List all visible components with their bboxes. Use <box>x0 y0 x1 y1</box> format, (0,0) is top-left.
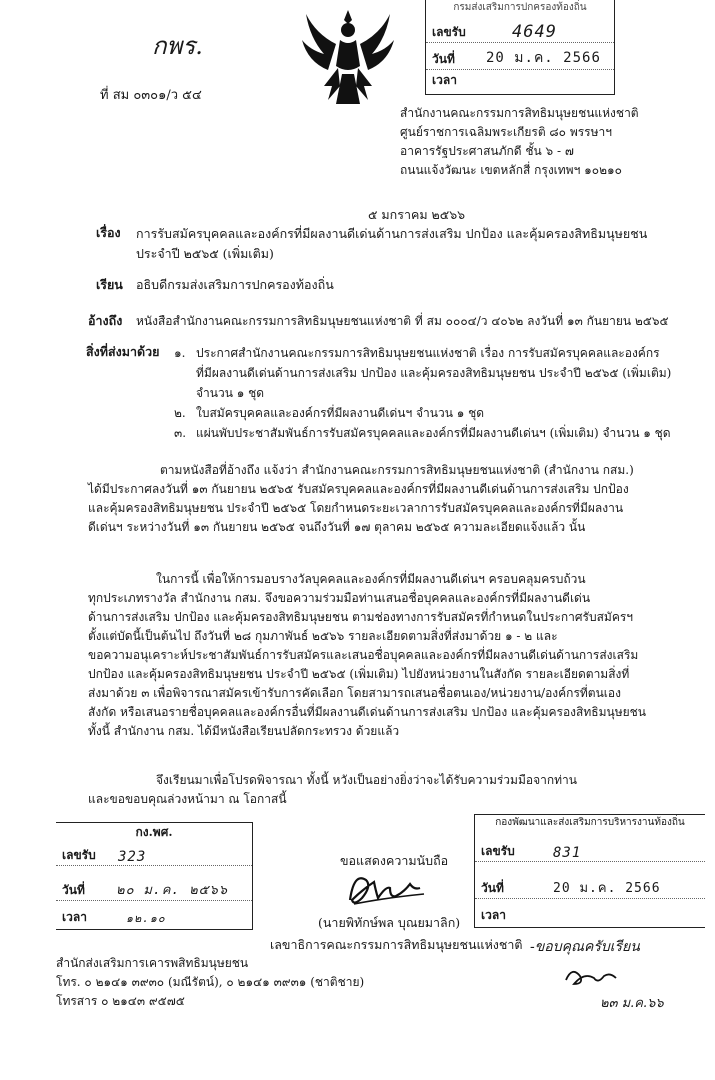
footer-fax: โทรสาร ๐ ๒๑๔๓ ๙๕๗๕ <box>56 994 185 1006</box>
received-date: 20 ม.ค. 2566 <box>486 50 601 66</box>
signer-name: (นายพิทักษ์พล บุณยมาลิก) <box>318 915 461 930</box>
footer-office: สำนักส่งเสริมการเคารพสิทธิมนุษยชน <box>56 956 249 970</box>
right-received-date: 20 ม.ค. 2566 <box>553 881 661 896</box>
document-number: ที่ สม ๐๓๐๑/ว ๕๔ <box>100 88 202 103</box>
left-received-date: ๒๐ ม.ค. ๒๕๖๖ <box>116 883 228 898</box>
footer-phone: โทร. ๐ ๒๑๔๑ ๓๙๓๐ (มณีรัตน์), ๐ ๒๑๔๑ ๓๙๓๑ (ชาติชาย) <box>56 975 365 989</box>
receipt-stamp-top: กรมส่งเสริมการปกครองท้องถิ่น เลขรับ 4649 วันที่ 20 ม.ค. 2566 เวลา <box>425 0 615 95</box>
to-label: เรียน <box>96 277 123 292</box>
paragraph-1: ตามหนังสือที่อ้างถึง แจ้งว่า สำนักงานคณะกรรมการสิทธิมนุษยชนแห่งชาติ (สำนักงาน กสม.) ได้มีประกาศลงวันที่ ๑๓ กันยายน ๒๕๖๕ รับสมัครบุคคลและองค์กรที่มีผลงานดีเด่นด้านการส่งเสริม ปกป้อง และคุ้มครองสิทธิมนุษยชน ประจำปี ๒๕๖๕ โดยกำหนดระยะเวลาการรับสมัครบุคคลและองค์กรที่มีผลงาน ดีเด่นฯ ระหว่างวันที่ ๑๓ กันยายน ๒๕๖๕ จนถึงวันที่ ๑๗ ตุลาคม ๒๕๖๕ ความละเอียดแจ้งแล้ว นั้น <box>88 463 634 534</box>
enclosure-label: สิ่งที่ส่งมาด้วย <box>86 344 160 359</box>
paragraph-2: ในการนี้ เพื่อให้การมอบรางวัลบุคคลและองค์กรที่มีผลงานดีเด่นฯ ครอบคลุมครบถ้วน ทุกประเภทรางวัล สำนักงาน กสม. จึงขอความร่วมมือท่านเสนอชื่อบุคคลและองค์กรที่มีผลงานดีเด่น ด้านการส่งเสริม ปกป้อง และคุ้มครองสิทธิมนุษยชน ตามช่องทางการรับสมัครที่กำหนดในประกาศรับสมัครฯ ตั้งแต่บัดนี้เป็นต้นไป ถึงวันที่ ๒๘ กุมภาพันธ์ ๒๕๖๖ รายละเอียดตามสิ่งที่ส่งมาด้วย ๑ - ๒ และ ขอความอนุเคราะห์ประชาสัมพันธ์การรับสมัครและเสนอชื่อบุคคลและองค์กรที่มีผลงานดีเด่นด้านการส่งเสริม ปกป้อง และคุ้มครองสิทธิมนุษยชน ประจำปี ๒๕๖๕ (เพิ่มเติม) ไปยังหน่วยงานในสังกัด รายละเอียดตามสิ่งที่ ส่งมาด้วย ๓ เพื่อพิจารณาสมัครเข้ารับการคัดเลือก โดยสามารถเสนอชื่อตนเอง/หน่วยงาน/องค์กรที่ตนเอง สังกัด หรือเสนอรายชื่อบุคคลและองค์กรอื่นที่มีผลงานดีเด่นด้านการส่งเสริม ปกป้อง และคุ้มครองสิทธิมนุษยชน ทั้งนี้ สำนักงาน กสม. ได้มีหนังสือเรียนปลัดกระทรวง ด้วยแล้ว <box>88 572 647 738</box>
recipient: อธิบดีกรมส่งเสริมการปกครองท้องถิ่น <box>136 277 334 292</box>
handwritten-date: ๒๓ ม.ค.๖๖ <box>600 996 664 1011</box>
receipt-stamp-left: กง.พศ. เลขรับ 323 วันที่ ๒๐ ม.ค. ๒๕๖๖ เวลา ๑๒.๑๐ <box>56 822 253 930</box>
left-received-time: ๑๒.๑๐ <box>126 912 166 925</box>
garuda-emblem-icon <box>300 6 396 110</box>
stamp-header: กรมส่งเสริมการปกครองท้องถิ่น <box>453 2 587 13</box>
letter-date: ๕ มกราคม ๒๕๖๖ <box>368 207 466 222</box>
left-received-number: 323 <box>118 849 147 865</box>
handwritten-note: -ขอบคุณครับเรียน <box>530 939 640 955</box>
receipt-stamp-right: กองพัฒนาและส่งเสริมการบริหารงานท้องถิ่น เลขรับ 831 วันที่ 20 ม.ค. 2566 เวลา <box>474 814 705 928</box>
subject-label: เรื่อง <box>96 225 121 240</box>
sender-address: สำนักงานคณะกรรมการสิทธิมนุษยชนแห่งชาติ ศูนย์ราชการเฉลิมพระเกียรติ ๘๐ พรรษาฯ อาคารรัฐประศาสนภักดี ชั้น ๖ - ๗ ถนนแจ้งวัฒนะ เขตหลักสี่ กรุงเทพฯ ๑๐๒๑๐ <box>400 106 639 177</box>
reference: หนังสือสำนักงานคณะกรรมการสิทธิมนุษยชนแห่งชาติ ที่ สม ๐๐๐๔/ว ๔๐๖๒ ลงวันที่ ๑๓ กันยายน ๒๕๖๕ <box>136 314 669 328</box>
enclosure-list: ๑. ประกาศสำนักงานคณะกรรมการสิทธิมนุษยชนแห่งชาติ เรื่อง การรับสมัครบุคคลและองค์กร ที่มีผลงานดีเด่นด้านการส่งเสริม ปกป้อง และคุ้มครองสิทธิมนุษยชน ประจำปี ๒๕๖๕ (เพิ่มเติม) จำนวน ๑ ชุด ๒. ใบสมัครบุคคลและองค์กรที่มีผลงานดีเด่นฯ จำนวน ๑ ชุด ๓. แผ่นพับประชาสัมพันธ์การรับสมัครบุคคลและองค์กรที่มีผลงานดีเด่นฯ (เพิ่มเติม) จำนวน ๑ ชุด <box>174 346 672 440</box>
right-received-number: 831 <box>553 845 582 861</box>
paragraph-3: จึงเรียนมาเพื่อโปรดพิจารณา ทั้งนี้ หวังเป็นอย่างยิ่งว่าจะได้รับความร่วมมือจากท่าน และขอขอบคุณล่วงหน้ามา ณ โอกาสนี้ <box>88 773 577 806</box>
signature-icon <box>344 870 434 912</box>
reference-label: อ้างถึง <box>88 313 123 328</box>
footer <box>56 954 364 1006</box>
handwritten-mark: กพร. <box>152 32 203 60</box>
subject: การรับสมัครบุคคลและองค์กรที่มีผลงานดีเด่นด้านการส่งเสริม ปกป้อง และคุ้มครองสิทธิมนุษยชน ประจำปี ๒๕๖๕ (เพิ่มเติม) <box>136 226 648 261</box>
signer-title: เลขาธิการคณะกรรมการสิทธิมนุษยชนแห่งชาติ <box>270 937 523 952</box>
initials-signature-icon <box>560 962 630 992</box>
closing: ขอแสดงความนับถือ <box>340 853 449 868</box>
received-number: 4649 <box>512 22 557 42</box>
